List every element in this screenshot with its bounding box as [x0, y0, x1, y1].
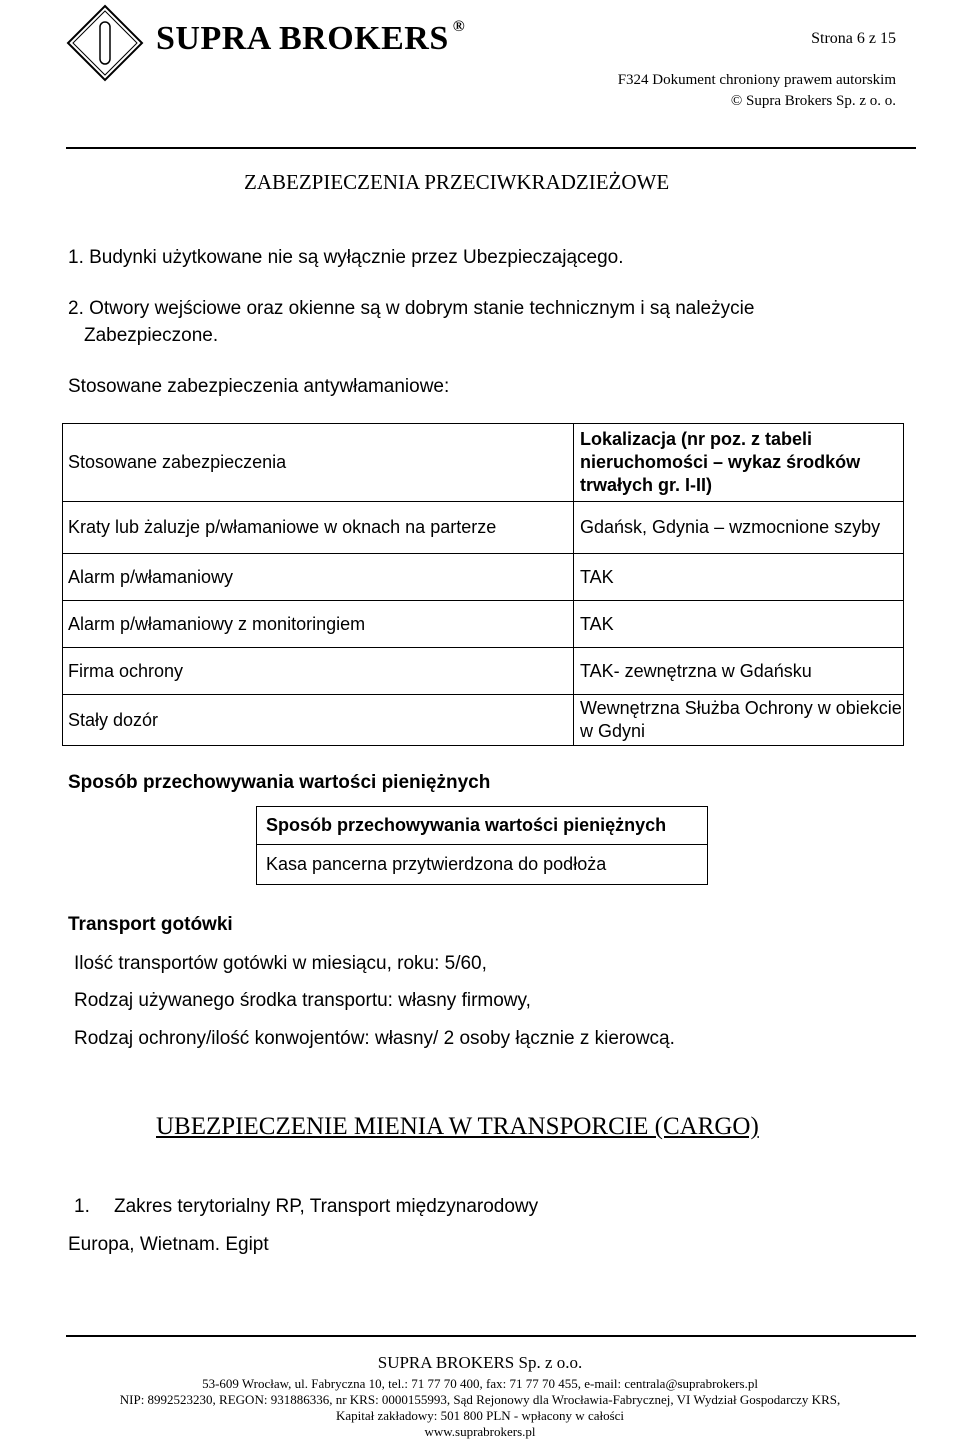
table-row	[63, 502, 904, 554]
security-table	[62, 423, 904, 746]
money-table	[256, 806, 708, 885]
footer-company: SUPRA BROKERS Sp. z o.o.	[377, 1353, 583, 1372]
transport-line: Ilość transportów gotówki w miesiącu, roku: 5/60,	[74, 953, 487, 974]
antiburglary-heading: Stosowane zabezpieczenia antywłamaniowe:	[68, 376, 450, 397]
transport-line: Rodzaj ochrony/ilość konwojentów: własny/ 2 osoby łącznie z kierowcą.	[74, 1028, 675, 1049]
table-cell: Stały dozór	[63, 695, 574, 746]
footer-capital: Kapitał zakładowy: 501 800 PLN - wpłacony w całości	[335, 1408, 625, 1423]
cargo-item-text: Zakres terytorialny RP, Transport międzynarodowy	[114, 1196, 539, 1217]
table-cell: TAK	[574, 554, 904, 601]
copyright-note	[618, 70, 896, 112]
table-header-row	[257, 807, 708, 845]
page-number: Strona 6 z 15	[811, 30, 896, 47]
footer-rule	[66, 1335, 916, 1337]
cargo-item-number: 1.	[74, 1196, 90, 1217]
table-row	[63, 648, 904, 695]
point-2-cont: Zabezpieczone.	[84, 325, 219, 346]
footer-address: 53-609 Wrocław, ul. Fabryczna 10, tel.: 71 77 70 400, fax: 71 77 70 455, e-mail: centrala@suprabrokers.pl	[202, 1376, 758, 1391]
transport-heading: Transport gotówki	[68, 914, 233, 935]
footer-registry: NIP: 8992523230, REGON: 931886336, nr KRS: 0000155993, Sąd Rejonowy dla Wrocławia-Fabrycznej, VI Wydział Gospodarczy KRS,	[119, 1392, 841, 1407]
table-cell: Kraty lub żaluzje p/włamaniowe w oknach na parterze	[63, 502, 574, 554]
table-cell: TAK	[574, 601, 904, 648]
table-row	[63, 601, 904, 648]
money-heading: Sposób przechowywania wartości pieniężnych	[68, 772, 491, 793]
header-rule	[66, 147, 916, 149]
copyright-line: F324 Dokument chroniony prawem autorskim	[617, 72, 896, 88]
table-row	[63, 695, 904, 746]
cargo-item-cont: Europa, Wietnam. Egipt	[68, 1234, 269, 1255]
table-header-cell: Sposób przechowywania wartości pieniężnych	[257, 807, 708, 845]
table-header-cell: Stosowane zabezpieczenia	[63, 424, 574, 502]
table-header-cell: Lokalizacja (nr poz. z tabeli nieruchomości – wykaz środków trwałych gr. I-II)	[574, 424, 904, 502]
transport-line: Rodzaj używanego środka transportu: własny firmowy,	[74, 990, 531, 1011]
table-cell: Kasa pancerna przytwierdzona do podłoża	[257, 845, 708, 885]
table-cell: Wewnętrzna Służba Ochrony w obiekcie w Gdyni	[574, 695, 904, 746]
copyright-owner: © Supra Brokers Sp. z o. o.	[730, 93, 896, 109]
point-1: 1. Budynki użytkowane nie są wyłącznie przez Ubezpieczającego.	[68, 247, 624, 268]
table-cell: Alarm p/włamaniowy	[63, 554, 574, 601]
section-title: ZABEZPIECZENIA PRZECIWKRADZIEŻOWE	[244, 170, 670, 194]
table-cell: Firma ochrony	[63, 648, 574, 695]
brand-name: SUPRA BROKERS ®	[156, 18, 466, 57]
table-cell: Alarm p/włamaniowy z monitoringiem	[63, 601, 574, 648]
table-header-row	[63, 424, 904, 502]
table-row	[63, 554, 904, 601]
supra-brokers-logo-icon	[66, 4, 144, 82]
footer-website: www.suprabrokers.pl	[424, 1424, 536, 1439]
table-cell: Gdańsk, Gdynia – wzmocnione szyby	[574, 502, 904, 554]
point-2: 2. Otwory wejściowe oraz okienne są w dobrym stanie technicznym i są należycie	[68, 298, 755, 319]
cargo-title: UBEZPIECZENIE MIENIA W TRANSPORCIE (CARGO)	[156, 1113, 759, 1140]
table-cell: TAK- zewnętrzna w Gdańsku	[574, 648, 904, 695]
table-row	[257, 845, 708, 885]
